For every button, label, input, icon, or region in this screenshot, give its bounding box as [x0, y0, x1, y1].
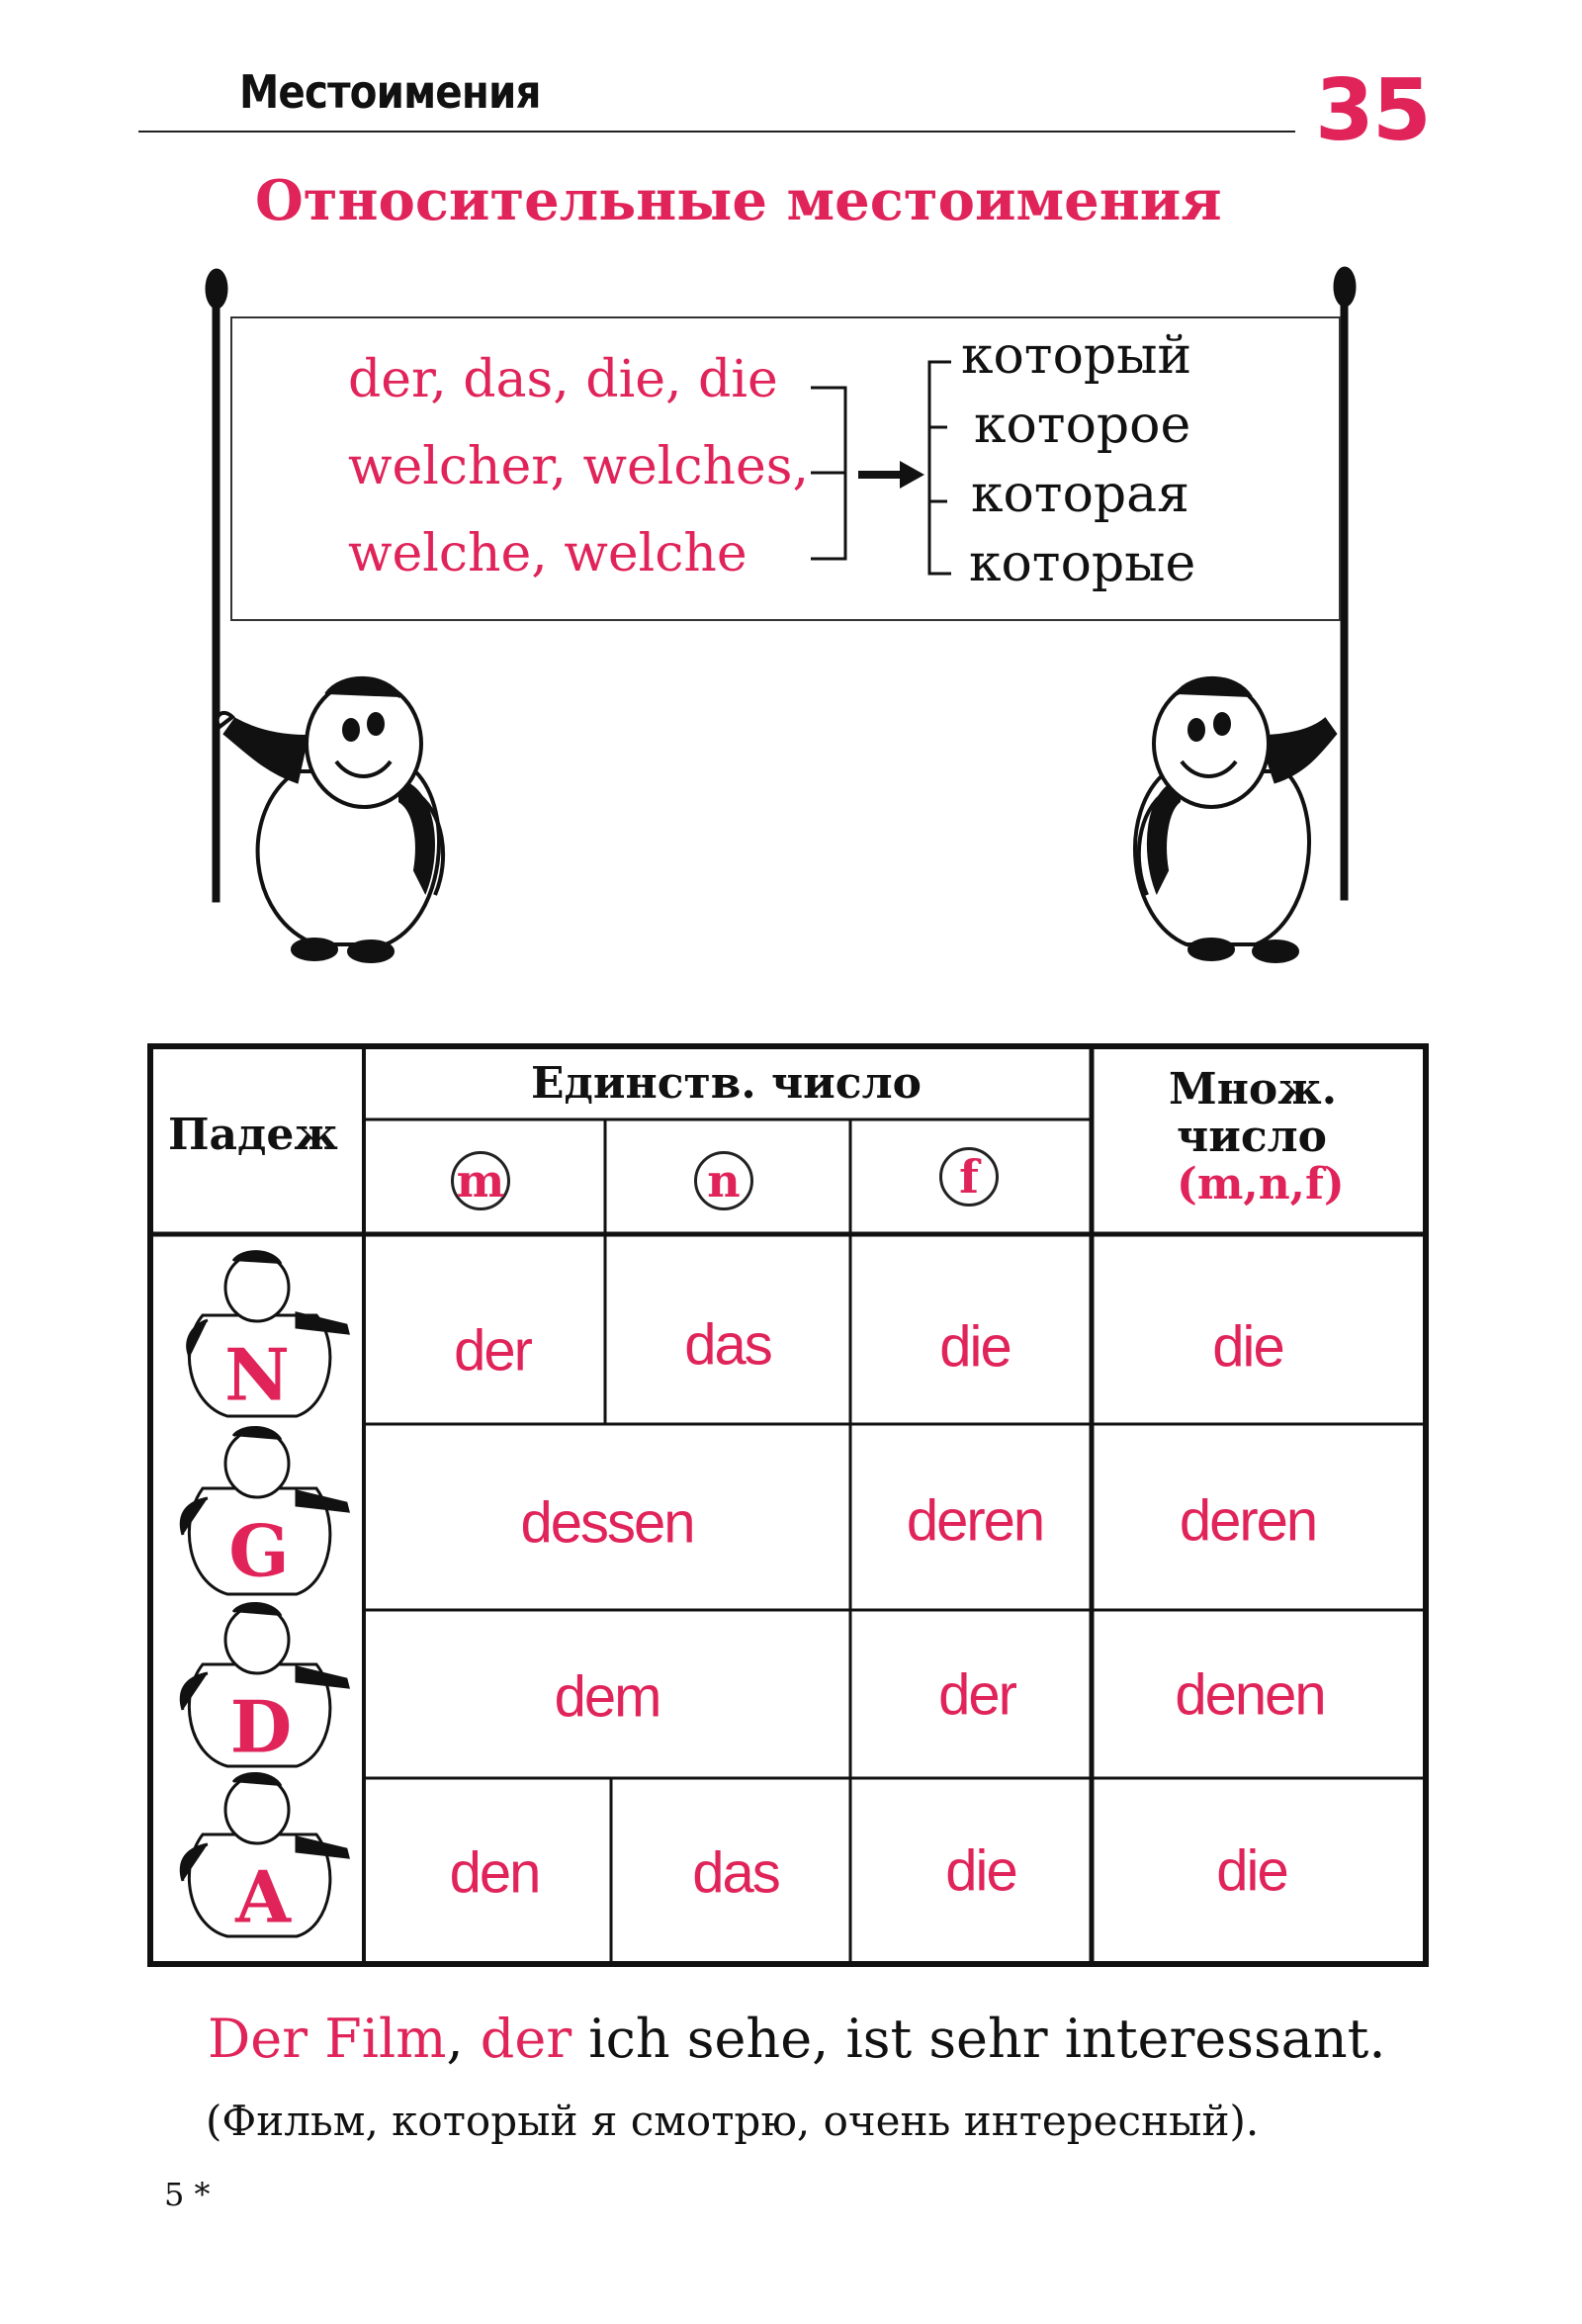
page-number: 35 [1315, 61, 1430, 160]
example-antecedent: Der Film [208, 2008, 447, 2070]
cell-d-masculine-neuter: dem [554, 1664, 660, 1730]
german-line-1: der, das, die, die [348, 350, 778, 409]
case-letter-a: A [235, 1854, 291, 1939]
cell-a-plural: die [1216, 1838, 1287, 1904]
example-clause: ich sehe, ist sehr interessant. [571, 2008, 1386, 2070]
cell-g-masculine-neuter: dessen [520, 1490, 694, 1556]
cell-d-plural: denen [1175, 1662, 1325, 1728]
example-sentence [208, 2008, 1386, 2070]
russian-line-4: которые [969, 534, 1196, 593]
case-letter-g: G [228, 1508, 290, 1593]
cell-n-masculine: der [454, 1318, 531, 1384]
case-header: Падеж [168, 1110, 338, 1160]
plural-header-line-2: число [1177, 1112, 1328, 1162]
cell-g-plural: deren [1179, 1488, 1317, 1554]
running-title: Местоимения [239, 65, 541, 119]
example-comma: , [446, 2008, 464, 2070]
cell-d-feminine: der [938, 1662, 1015, 1728]
case-letter-n: N [224, 1332, 290, 1417]
cell-g-feminine: deren [906, 1488, 1044, 1554]
example-translation: (Фильм, который я смотрю, очень интересный). [206, 2097, 1260, 2145]
example-relative-pronoun: der [480, 2008, 572, 2070]
cell-n-feminine: die [939, 1314, 1011, 1380]
cell-a-feminine: die [945, 1838, 1016, 1904]
signature-mark: 5 * [164, 2176, 211, 2213]
russian-line-2: которое [974, 396, 1191, 455]
gender-masculine-mark: m [451, 1151, 510, 1210]
russian-line-1: который [961, 326, 1192, 386]
gender-feminine-mark: f [939, 1147, 999, 1207]
gender-neuter-mark: n [694, 1151, 753, 1210]
plural-header-line-3: (m,n,f) [1177, 1159, 1345, 1209]
russian-line-3: которая [971, 465, 1189, 524]
cell-a-masculine: den [449, 1840, 540, 1906]
german-line-3: welche, welche [348, 524, 747, 583]
singular-header: Единств. число [531, 1058, 922, 1109]
cell-n-plural: die [1212, 1314, 1283, 1380]
cell-a-neuter: das [692, 1840, 779, 1906]
cell-n-neuter: das [684, 1312, 771, 1378]
german-line-2: welcher, welches, [348, 437, 810, 496]
plural-header-line-1: Множ. [1169, 1064, 1338, 1115]
section-title: Относительные местоимения [255, 168, 1222, 233]
case-letter-d: D [229, 1684, 293, 1769]
